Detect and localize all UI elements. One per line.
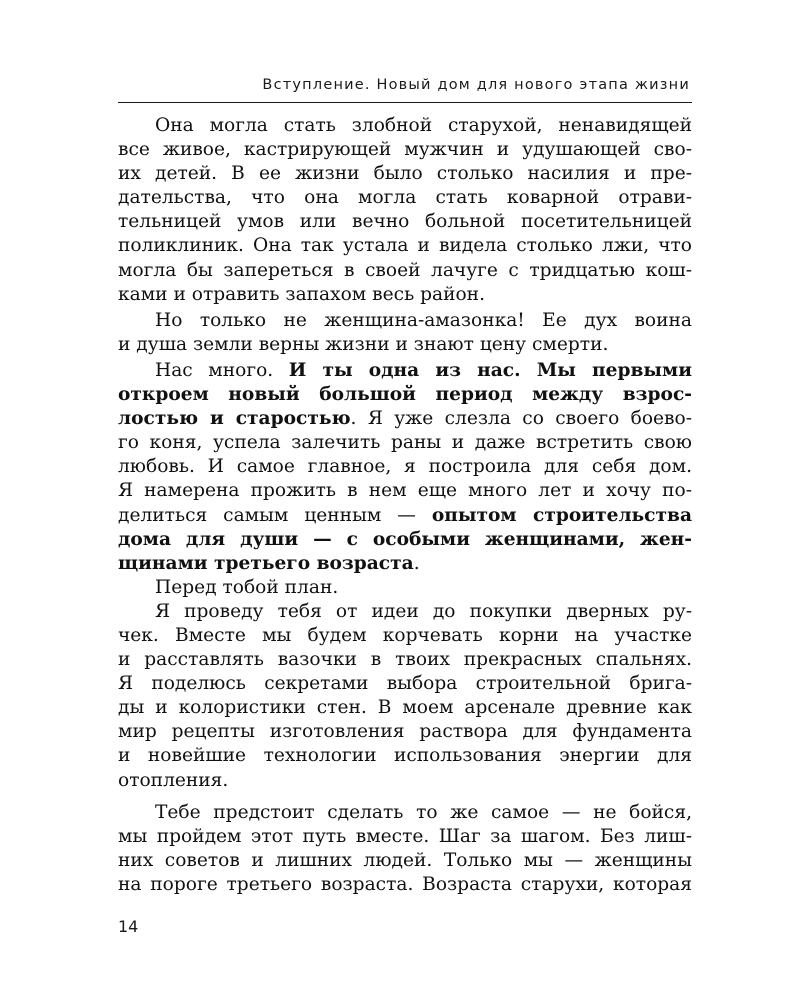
text-run: . (413, 552, 420, 574)
text-run: мы пройдем этот путь вместе. Шаг за шагом. Без лиш- (118, 825, 692, 847)
text-run: Но только не женщина-амазонка! Ее дух воина (155, 309, 692, 331)
bold-run: щинами третьего возраста (118, 552, 414, 574)
body-text (118, 114, 692, 897)
text-line (118, 138, 692, 162)
text-run: и душа земли верны жизни и знают цену смерти. (118, 333, 609, 355)
text-line (118, 283, 692, 307)
text-line (118, 383, 692, 407)
text-run: Я намерена прожить в нем еще много лет и хочу по- (118, 480, 692, 502)
text-line (118, 309, 692, 333)
text-line (118, 696, 692, 720)
text-run: поликлиник. Она так устала и видела столько лжи, что (118, 235, 692, 257)
text-line (118, 504, 692, 528)
text-line (118, 431, 692, 455)
text-line (118, 769, 692, 793)
text-line (118, 576, 692, 600)
text-run: делиться самым ценным — (118, 504, 432, 526)
text-line (118, 720, 692, 744)
text-run: их детей. В ее жизни было столько насилия и пре- (118, 163, 692, 185)
text-line (118, 849, 692, 873)
text-run: дательства, что она могла стать коварной отрави- (118, 187, 692, 209)
text-line (118, 162, 692, 186)
text-line (118, 333, 692, 357)
text-run: . Я уже слезла со своего боево- (350, 408, 692, 430)
text-line (118, 552, 692, 576)
page-number: 14 (118, 917, 139, 936)
text-run: ками и отравить запахом весь район. (118, 283, 485, 305)
bold-run: откроем новый большой период между взрос- (118, 384, 692, 406)
text-line (118, 407, 692, 431)
text-line (118, 259, 692, 283)
text-line (118, 600, 692, 624)
text-run: Я проведу тебя от идеи до покупки дверных ру- (155, 600, 692, 622)
text-line (118, 359, 692, 383)
text-run: го коня, успела залечить раны и даже встретить свою (118, 432, 692, 454)
text-run: ды и колористики стен. В моем арсенале древние как (118, 697, 692, 719)
text-line (118, 186, 692, 210)
text-line (118, 455, 692, 479)
bold-run: И ты одна из нас. Мы первыми (288, 359, 692, 381)
text-run: любовь. И самое главное, я построила для себя дом. (118, 456, 692, 478)
text-run: тельницей умов или вечно больной посетительницей (118, 211, 692, 233)
text-line (118, 624, 692, 648)
text-line (118, 648, 692, 672)
text-run: и новейшие технологии использования энергии для (118, 745, 692, 767)
text-line (118, 801, 692, 825)
bold-run: дома для души — с особыми женщинами, жен- (118, 528, 692, 550)
text-run: могла бы запереться в своей лачуге с тридцатью кош- (118, 259, 692, 281)
text-line (118, 672, 692, 696)
text-run: Я поделюсь секретами выбора строительной брига- (118, 673, 692, 695)
text-run: и расставлять вазочки в твоих прекрасных спальнях. (118, 649, 692, 671)
text-run: мир рецепты изготовления раствора для фундамента (118, 721, 692, 743)
text-run: все живое, кастрирующей мужчин и удушающей сво- (118, 139, 692, 161)
text-run: Перед тобой план. (155, 576, 339, 598)
text-run: отопления. (118, 769, 229, 791)
running-head: Вступление. Новый дом для нового этапа жизни (262, 77, 690, 93)
text-run: Нас много. (155, 359, 289, 381)
text-run: Она могла стать злобной старухой, ненавидящей (155, 115, 692, 136)
bold-run: лостью и старостью (118, 408, 351, 430)
text-line (118, 744, 692, 768)
text-line (118, 528, 692, 552)
header-rule (118, 102, 692, 103)
bold-run: опытом строительства (431, 504, 692, 526)
text-run: них советов и лишних людей. Только мы — женщины (118, 849, 692, 871)
text-run: чек. Вместе мы будем корчевать корни на участке (118, 624, 692, 646)
text-line (118, 873, 692, 897)
text-line (118, 210, 692, 234)
text-run: на пороге третьего возраста. Возраста старухи, которая (118, 873, 692, 895)
text-run: Тебе предстоит сделать то же самое — не бойся, (155, 801, 692, 823)
text-line (118, 114, 692, 138)
text-line (118, 234, 692, 258)
text-line (118, 479, 692, 503)
text-line (118, 825, 692, 849)
